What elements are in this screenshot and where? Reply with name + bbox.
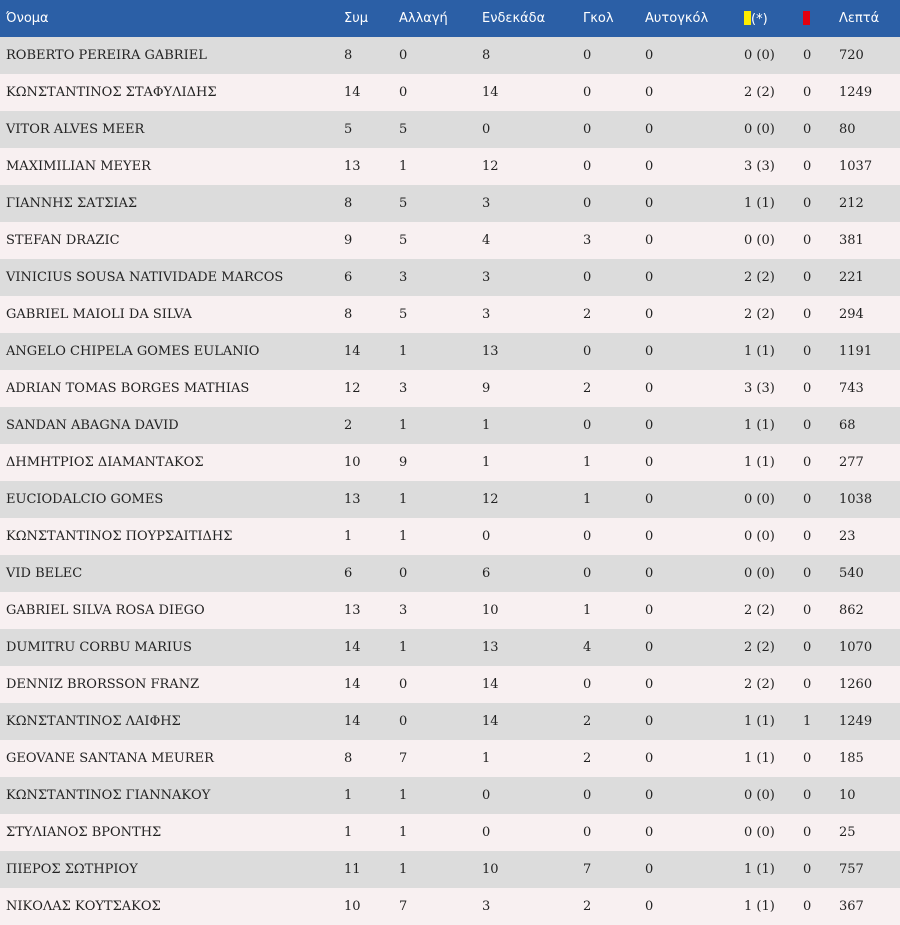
- minutes-cell: 25: [839, 825, 856, 840]
- red-cards-cell: 0: [803, 307, 812, 322]
- own-goals-cell: 0: [645, 85, 654, 100]
- own-goals-cell: 0: [645, 566, 654, 581]
- starting-cell: 10: [482, 603, 499, 618]
- yellow-cards-cell: 0 (0): [744, 529, 775, 544]
- header-minutes[interactable]: Λεπτά: [839, 11, 880, 26]
- table-row: [0, 555, 900, 592]
- starting-cell: 14: [482, 85, 499, 100]
- appearances-cell: 12: [344, 381, 361, 396]
- substitute-cell: 5: [399, 196, 408, 211]
- player-name: ΝΙΚΟΛΑΣ ΚΟΥΤΣΑΚΟΣ: [6, 899, 161, 914]
- minutes-cell: 1038: [839, 492, 873, 507]
- substitute-cell: 1: [399, 788, 408, 803]
- red-cards-cell: 0: [803, 48, 812, 63]
- goals-cell: 3: [583, 233, 592, 248]
- red-card-icon: [803, 11, 810, 25]
- minutes-cell: 381: [839, 233, 864, 248]
- appearances-cell: 2: [344, 418, 353, 433]
- appearances-cell: 1: [344, 825, 353, 840]
- yellow-cards-cell: 1 (1): [744, 196, 775, 211]
- substitute-cell: 1: [399, 529, 408, 544]
- header-yellow-cards[interactable]: [744, 0, 803, 37]
- table-header: [0, 0, 900, 37]
- red-cards-cell: 0: [803, 344, 812, 359]
- table-row: [0, 666, 900, 703]
- player-name: ΚΩΝΣΤΑΝΤΙΝΟΣ ΣΤΑΦΥΛΙΔΗΣ: [6, 85, 217, 100]
- substitute-cell: 5: [399, 307, 408, 322]
- table-row: [0, 111, 900, 148]
- minutes-cell: 743: [839, 381, 864, 396]
- table-row: [0, 185, 900, 222]
- yellow-cards-cell: 3 (3): [744, 159, 775, 174]
- player-name: ΠΙΕΡΟΣ ΣΩΤΗΡΙΟΥ: [6, 862, 138, 877]
- own-goals-cell: 0: [645, 159, 654, 174]
- table-row: [0, 740, 900, 777]
- player-name: ΓΙΑΝΝΗΣ ΣΑΤΣΙΑΣ: [6, 196, 138, 211]
- goals-cell: 0: [583, 788, 592, 803]
- player-name: VID BELEC: [6, 566, 83, 581]
- goals-cell: 0: [583, 825, 592, 840]
- yellow-cards-cell: 2 (2): [744, 677, 775, 692]
- substitute-cell: 5: [399, 122, 408, 137]
- minutes-cell: 1037: [839, 159, 873, 174]
- table-row: [0, 74, 900, 111]
- red-cards-cell: 0: [803, 677, 812, 692]
- own-goals-cell: 0: [645, 714, 654, 729]
- yellow-cards-cell: 0 (0): [744, 122, 775, 137]
- red-cards-cell: 0: [803, 825, 812, 840]
- player-name: ΚΩΝΣΤΑΝΤΙΝΟΣ ΛΑΙΦΗΣ: [6, 714, 181, 729]
- goals-cell: 0: [583, 418, 592, 433]
- own-goals-cell: 0: [645, 418, 654, 433]
- starting-cell: 10: [482, 862, 499, 877]
- appearances-cell: 8: [344, 751, 353, 766]
- own-goals-cell: 0: [645, 233, 654, 248]
- own-goals-cell: 0: [645, 307, 654, 322]
- appearances-cell: 6: [344, 566, 353, 581]
- header-starting[interactable]: Ενδεκάδα: [482, 11, 546, 26]
- own-goals-cell: 0: [645, 640, 654, 655]
- yellow-cards-cell: 1 (1): [744, 418, 775, 433]
- own-goals-cell: 0: [645, 677, 654, 692]
- table-row: [0, 222, 900, 259]
- starting-cell: 4: [482, 233, 491, 248]
- substitute-cell: 1: [399, 640, 408, 655]
- own-goals-cell: 0: [645, 899, 654, 914]
- table-body: [0, 37, 900, 925]
- player-name: MAXIMILIAN MEYER: [6, 159, 151, 174]
- appearances-cell: 6: [344, 270, 353, 285]
- substitute-cell: 5: [399, 233, 408, 248]
- starting-cell: 1: [482, 751, 491, 766]
- player-name: ΚΩΝΣΤΑΝΤΙΝΟΣ ΠΟΥΡΣΑΙΤΙΔΗΣ: [6, 529, 233, 544]
- appearances-cell: 10: [344, 899, 361, 914]
- starting-cell: 0: [482, 825, 491, 840]
- minutes-cell: 367: [839, 899, 864, 914]
- header-appearances[interactable]: Συμ: [344, 11, 369, 26]
- starting-cell: 12: [482, 492, 499, 507]
- own-goals-cell: 0: [645, 825, 654, 840]
- appearances-cell: 14: [344, 85, 361, 100]
- yellow-cards-cell: 0 (0): [744, 492, 775, 507]
- substitute-cell: 3: [399, 603, 408, 618]
- player-name: ΣΤΥΛΙΑΝΟΣ ΒΡΟΝΤΗΣ: [6, 825, 162, 840]
- starting-cell: 3: [482, 196, 491, 211]
- player-name: DENNIZ BRORSSON FRANZ: [6, 677, 200, 692]
- player-name: VINICIUS SOUSA NATIVIDADE MARCOS: [6, 270, 284, 285]
- yellow-cards-cell: 2 (2): [744, 603, 775, 618]
- table-row: [0, 592, 900, 629]
- starting-cell: 12: [482, 159, 499, 174]
- table-row: [0, 259, 900, 296]
- minutes-cell: 212: [839, 196, 864, 211]
- red-cards-cell: 0: [803, 603, 812, 618]
- player-name: DUMITRU CORBU MARIUS: [6, 640, 192, 655]
- minutes-cell: 1249: [839, 85, 873, 100]
- starting-cell: 3: [482, 307, 491, 322]
- header-goals[interactable]: Γκολ: [583, 11, 614, 26]
- table-row: [0, 370, 900, 407]
- appearances-cell: 14: [344, 677, 361, 692]
- goals-cell: 0: [583, 344, 592, 359]
- starting-cell: 3: [482, 899, 491, 914]
- minutes-cell: 80: [839, 122, 856, 137]
- yellow-cards-cell: 2 (2): [744, 270, 775, 285]
- yellow-cards-cell: 2 (2): [744, 85, 775, 100]
- player-name: ROBERTO PEREIRA GABRIEL: [6, 48, 207, 63]
- yellow-suffix: (*): [751, 11, 768, 27]
- goals-cell: 1: [583, 603, 592, 618]
- starting-cell: 0: [482, 122, 491, 137]
- goals-cell: 2: [583, 381, 592, 396]
- own-goals-cell: 0: [645, 603, 654, 618]
- red-cards-cell: 0: [803, 751, 812, 766]
- header-row: [0, 0, 900, 37]
- appearances-cell: 11: [344, 862, 361, 877]
- player-name: SANDAN ABAGNA DAVID: [6, 418, 179, 433]
- own-goals-cell: 0: [645, 196, 654, 211]
- own-goals-cell: 0: [645, 492, 654, 507]
- own-goals-cell: 0: [645, 344, 654, 359]
- minutes-cell: 1070: [839, 640, 873, 655]
- own-goals-cell: 0: [645, 122, 654, 137]
- red-cards-cell: 0: [803, 85, 812, 100]
- substitute-cell: 3: [399, 270, 408, 285]
- appearances-cell: 8: [344, 307, 353, 322]
- player-name: VITOR ALVES MEER: [6, 122, 145, 137]
- starting-cell: 14: [482, 677, 499, 692]
- yellow-cards-cell: 1 (1): [744, 899, 775, 914]
- red-cards-cell: 0: [803, 529, 812, 544]
- player-name: STEFAN DRAZIC: [6, 233, 120, 248]
- goals-cell: 0: [583, 122, 592, 137]
- minutes-cell: 862: [839, 603, 864, 618]
- goals-cell: 0: [583, 48, 592, 63]
- red-cards-cell: 0: [803, 788, 812, 803]
- minutes-cell: 68: [839, 418, 856, 433]
- starting-cell: 14: [482, 714, 499, 729]
- red-cards-cell: 0: [803, 566, 812, 581]
- table-row: [0, 814, 900, 851]
- player-name: ADRIAN TOMAS BORGES MATHIAS: [6, 381, 250, 396]
- goals-cell: 4: [583, 640, 592, 655]
- red-cards-cell: 0: [803, 270, 812, 285]
- red-cards-cell: 0: [803, 233, 812, 248]
- yellow-cards-cell: 2 (2): [744, 307, 775, 322]
- goals-cell: 0: [583, 196, 592, 211]
- table-row: [0, 333, 900, 370]
- minutes-cell: 1249: [839, 714, 873, 729]
- header-substitute[interactable]: Αλλαγή: [399, 11, 448, 26]
- goals-cell: 0: [583, 566, 592, 581]
- player-name: GABRIEL SILVA ROSA DIEGO: [6, 603, 205, 618]
- yellow-cards-cell: 0 (0): [744, 788, 775, 803]
- goals-cell: 0: [583, 529, 592, 544]
- minutes-cell: 720: [839, 48, 864, 63]
- own-goals-cell: 0: [645, 270, 654, 285]
- yellow-cards-cell: 0 (0): [744, 825, 775, 840]
- goals-cell: 0: [583, 270, 592, 285]
- red-cards-cell: 0: [803, 122, 812, 137]
- player-name: ANGELO CHIPELA GOMES EULANIO: [6, 344, 260, 359]
- red-cards-cell: 0: [803, 159, 812, 174]
- starting-cell: 0: [482, 788, 491, 803]
- table-row: [0, 148, 900, 185]
- goals-cell: 0: [583, 85, 592, 100]
- player-name: GABRIEL MAIOLI DA SILVA: [6, 307, 192, 322]
- table-row: [0, 37, 900, 74]
- substitute-cell: 1: [399, 862, 408, 877]
- starting-cell: 13: [482, 344, 499, 359]
- yellow-cards-cell: 1 (1): [744, 455, 775, 470]
- red-cards-cell: 0: [803, 640, 812, 655]
- own-goals-cell: 0: [645, 862, 654, 877]
- table-row: [0, 703, 900, 740]
- minutes-cell: 10: [839, 788, 856, 803]
- goals-cell: 0: [583, 159, 592, 174]
- substitute-cell: 7: [399, 899, 408, 914]
- table-row: [0, 777, 900, 814]
- goals-cell: 2: [583, 307, 592, 322]
- minutes-cell: 185: [839, 751, 864, 766]
- appearances-cell: 8: [344, 48, 353, 63]
- table-row: [0, 888, 900, 925]
- appearances-cell: 13: [344, 492, 361, 507]
- yellow-cards-cell: 1 (1): [744, 751, 775, 766]
- red-cards-cell: 0: [803, 455, 812, 470]
- red-cards-cell: 0: [803, 492, 812, 507]
- yellow-cards-cell: 0 (0): [744, 566, 775, 581]
- red-cards-cell: 0: [803, 196, 812, 211]
- yellow-cards-cell: 3 (3): [744, 381, 775, 396]
- goals-cell: 0: [583, 677, 592, 692]
- table-row: [0, 407, 900, 444]
- header-own-goals[interactable]: Αυτογκόλ: [645, 11, 709, 26]
- minutes-cell: 540: [839, 566, 864, 581]
- starting-cell: 9: [482, 381, 491, 396]
- substitute-cell: 0: [399, 85, 408, 100]
- player-name: ΔΗΜΗΤΡΙΟΣ ΔΙΑΜΑΝΤΑΚΟΣ: [6, 455, 204, 470]
- substitute-cell: 0: [399, 677, 408, 692]
- minutes-cell: 294: [839, 307, 864, 322]
- substitute-cell: 1: [399, 492, 408, 507]
- table-row: [0, 444, 900, 481]
- appearances-cell: 9: [344, 233, 353, 248]
- own-goals-cell: 0: [645, 381, 654, 396]
- substitute-cell: 3: [399, 381, 408, 396]
- red-cards-cell: 1: [803, 714, 812, 729]
- own-goals-cell: 0: [645, 48, 654, 63]
- own-goals-cell: 0: [645, 751, 654, 766]
- red-cards-cell: 0: [803, 381, 812, 396]
- yellow-cards-cell: 1 (1): [744, 344, 775, 359]
- starting-cell: 13: [482, 640, 499, 655]
- player-name: ΚΩΝΣΤΑΝΤΙΝΟΣ ΓΙΑΝΝΑΚΟΥ: [6, 788, 211, 803]
- yellow-cards-cell: 0 (0): [744, 48, 775, 63]
- appearances-cell: 1: [344, 529, 353, 544]
- red-cards-cell: 0: [803, 418, 812, 433]
- yellow-cards-cell: 2 (2): [744, 640, 775, 655]
- starting-cell: 6: [482, 566, 491, 581]
- substitute-cell: 7: [399, 751, 408, 766]
- table-row: [0, 481, 900, 518]
- appearances-cell: 14: [344, 714, 361, 729]
- substitute-cell: 0: [399, 714, 408, 729]
- starting-cell: 1: [482, 418, 491, 433]
- own-goals-cell: 0: [645, 529, 654, 544]
- player-name: EUCIODALCIO GOMES: [6, 492, 164, 507]
- own-goals-cell: 0: [645, 788, 654, 803]
- goals-cell: 2: [583, 714, 592, 729]
- minutes-cell: 1260: [839, 677, 873, 692]
- own-goals-cell: 0: [645, 455, 654, 470]
- appearances-cell: 13: [344, 603, 361, 618]
- table-row: [0, 851, 900, 888]
- header-name[interactable]: Όνομα: [6, 11, 49, 26]
- appearances-cell: 14: [344, 640, 361, 655]
- table-row: [0, 629, 900, 666]
- starting-cell: 8: [482, 48, 491, 63]
- starting-cell: 1: [482, 455, 491, 470]
- substitute-cell: 0: [399, 48, 408, 63]
- header-red-cards[interactable]: [803, 0, 839, 37]
- substitute-cell: 1: [399, 344, 408, 359]
- appearances-cell: 14: [344, 344, 361, 359]
- starting-cell: 0: [482, 529, 491, 544]
- red-cards-cell: 0: [803, 862, 812, 877]
- substitute-cell: 1: [399, 825, 408, 840]
- appearances-cell: 8: [344, 196, 353, 211]
- minutes-cell: 757: [839, 862, 864, 877]
- appearances-cell: 5: [344, 122, 353, 137]
- appearances-cell: 13: [344, 159, 361, 174]
- goals-cell: 2: [583, 751, 592, 766]
- minutes-cell: 277: [839, 455, 864, 470]
- minutes-cell: 1191: [839, 344, 873, 359]
- minutes-cell: 221: [839, 270, 864, 285]
- yellow-cards-cell: 1 (1): [744, 862, 775, 877]
- player-name: GEOVANE SANTANA MEURER: [6, 751, 214, 766]
- substitute-cell: 1: [399, 418, 408, 433]
- table-row: [0, 518, 900, 555]
- substitute-cell: 9: [399, 455, 408, 470]
- appearances-cell: 1: [344, 788, 353, 803]
- goals-cell: 7: [583, 862, 592, 877]
- goals-cell: 1: [583, 455, 592, 470]
- yellow-cards-cell: 1 (1): [744, 714, 775, 729]
- yellow-card-icon: [744, 11, 751, 25]
- substitute-cell: 1: [399, 159, 408, 174]
- red-cards-cell: 0: [803, 899, 812, 914]
- table-row: [0, 296, 900, 333]
- goals-cell: 2: [583, 899, 592, 914]
- appearances-cell: 10: [344, 455, 361, 470]
- goals-cell: 1: [583, 492, 592, 507]
- starting-cell: 3: [482, 270, 491, 285]
- minutes-cell: 23: [839, 529, 856, 544]
- substitute-cell: 0: [399, 566, 408, 581]
- yellow-cards-cell: 0 (0): [744, 233, 775, 248]
